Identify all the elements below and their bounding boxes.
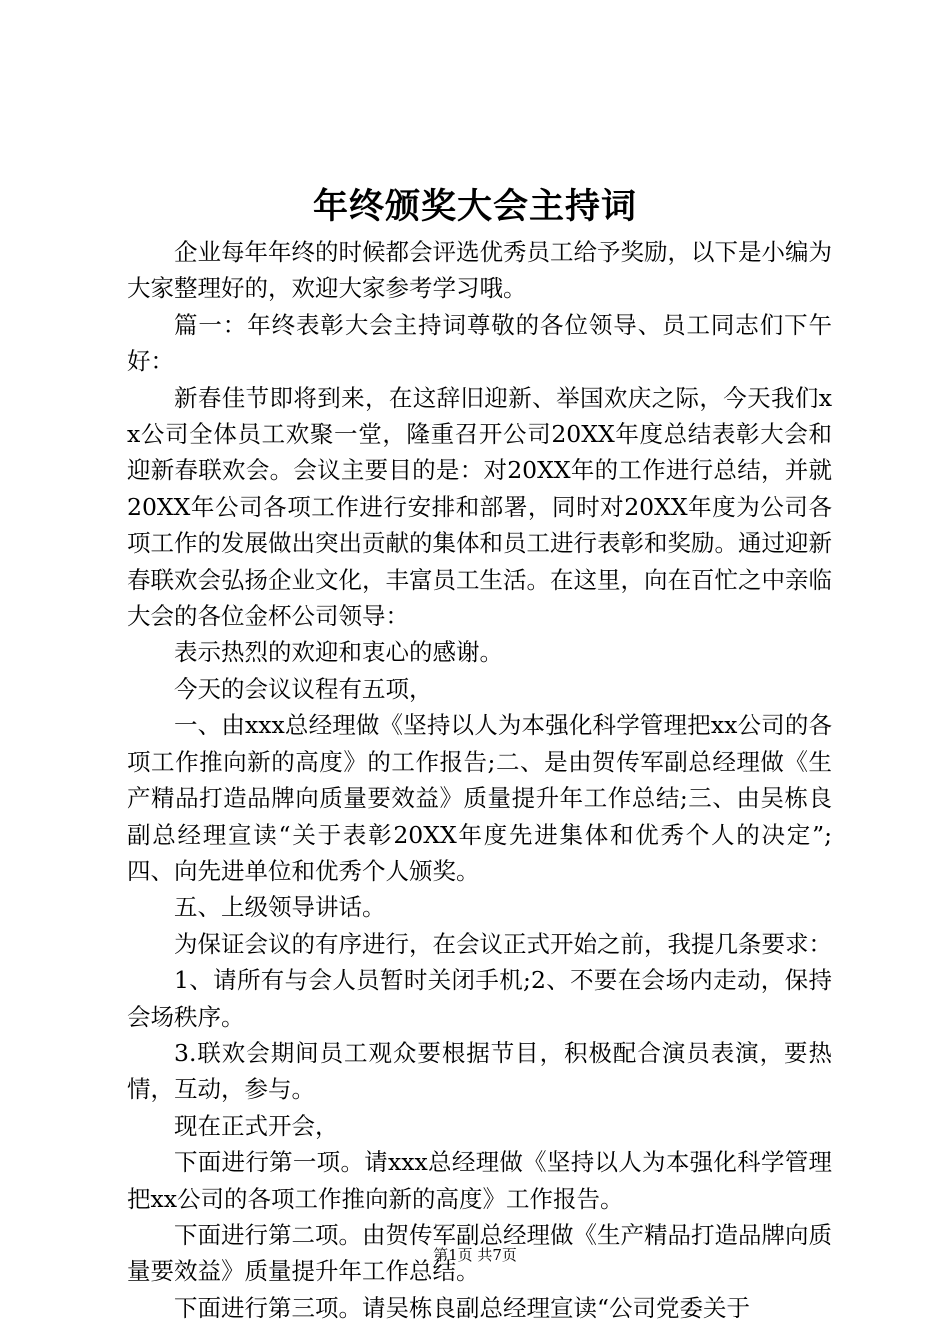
page-number-footer: 第1页 共7页 (433, 1246, 517, 1264)
paragraph: 五、上级领导讲话。 (174, 893, 386, 922)
paragraph: 3.联欢会期间员工观众要根据节目，积极配合演员表演，要热情，互动，参与。 (127, 1038, 832, 1104)
document-body (127, 234, 832, 1326)
paragraph: 今天的会议议程有五项， (174, 674, 433, 703)
paragraph: 下面进行第一项。请xxx总经理做《坚持以人为本强化科学管理把xx公司的各项工作推向新的高度》工作报告。 (127, 1148, 832, 1213)
paragraph: 为保证会议的有序进行，在会议正式开始之前，我提几条要求： (174, 929, 832, 958)
paragraph: 1、请所有与会人员暂时关闭手机;2、不要在会场内走动，保持会场秩序。 (127, 966, 832, 1031)
paragraph: 一、由xxx总经理做《坚持以人为本强化科学管理把xx公司的各项工作推向新的高度》的工作报告;二、是由贺传军副总经理做《生产精品打造品牌向质量要效益》质量提升年工作总结;三、由吴栋良副总经理宣读“关于表彰20XX年度先进集体和优秀个人的决定”;四、向先进单位和优秀个人颁奖。 (127, 711, 832, 885)
paragraph: 篇一：年终表彰大会主持词尊敬的各位领导、员工同志们下午好： (127, 310, 832, 376)
paragraph: 新春佳节即将到来，在这辞旧迎新、举国欢庆之际，今天我们xx公司全体员工欢聚一堂，隆重召开公司20XX年度总结表彰大会和迎新春联欢会。会议主要目的是：对20XX年的工作进行总结，并就20XX年公司各项工作进行安排和部署，同时对20XX年度为公司各项工作的发展做出突出贡献的集体和员工进行表彰和奖励。通过迎新春联欢会弘扬企业文化，丰富员工生活。在这里，向在百忙之中亲临大会的各位金杯公司领导： (127, 383, 832, 631)
paragraph: 下面进行第三项。请吴栋良副总经理宣读“公司党委关于 (174, 1293, 751, 1322)
paragraph: 表示热烈的欢迎和衷心的感谢。 (174, 638, 503, 667)
document-title: 年终颁奖大会主持词 (312, 186, 637, 227)
paragraph: 下面进行第二项。由贺传军副总经理做《生产精品打造品牌向质量要效益》质量提升年工作总结。 (127, 1220, 832, 1286)
paragraph: 企业每年年终的时候都会评选优秀员工给予奖励，以下是小编为大家整理好的，欢迎大家参考学习哦。 (127, 238, 832, 303)
paragraph: 现在正式开会， (174, 1111, 339, 1140)
